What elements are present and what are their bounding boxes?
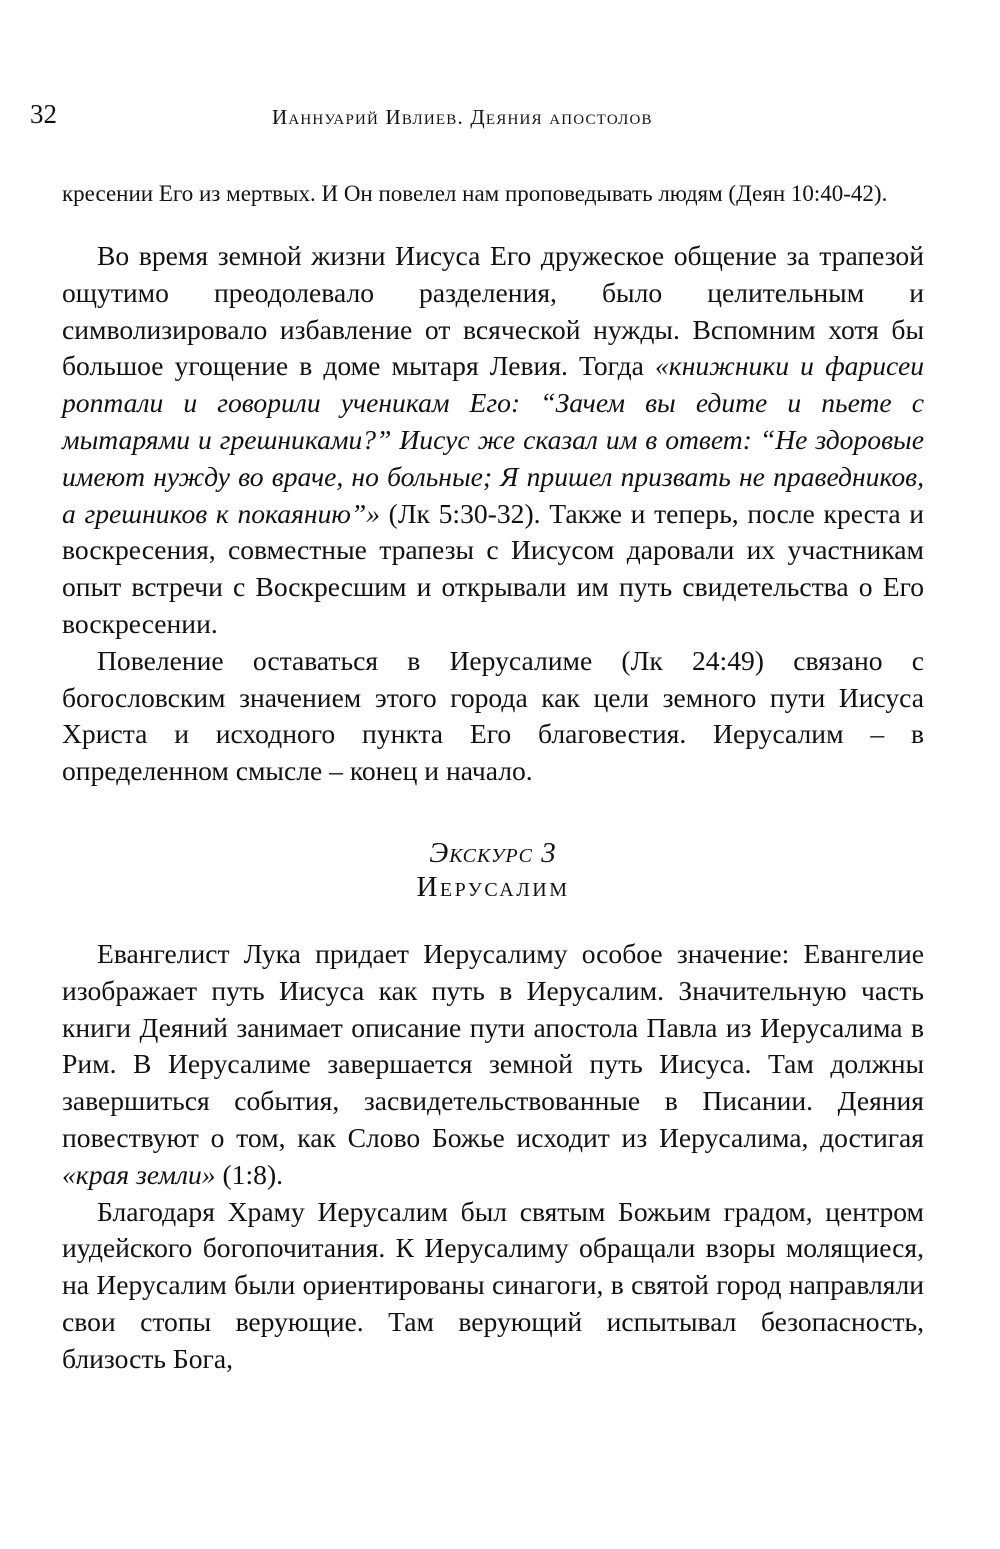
paragraph-meals (62, 238, 924, 643)
running-title: Ианнуарий Ивлиев. Деяния апостолов (272, 105, 653, 129)
paragraph-meals-lead: Во время земной жизни Иисуса Его дружеское общение за трапезой ощутимо преодолевало разделения, было целительным и символизировало избавление от всяческой нужды. Вспомним хотя бы большое угощение в доме мытаря Левия. Тогда (62, 240, 924, 382)
excursus-heading (62, 836, 924, 904)
paragraph-jerusalem-command: Повеление оставаться в Иерусалиме (Лк 24:49) связано с богословским значением этого города как цели земного пути Иисуса Христа и исходного пункта Его благовестия. Иерусалим – в определенном смысле – конец и начало. (62, 644, 924, 787)
page-body (62, 178, 924, 1378)
paragraph-meals-tail: (Лк 5:30-32). Также и теперь, после креста и воскресения, совместные трапезы с Иисусом даровали их участникам опыт встречи с Воскресшим и открывали им путь свидетельства о Его воскресении. (62, 497, 924, 639)
quote-continuation: кресении Его из мертвых. И Он повелел нам проповедывать людям (Деян 10:40-42). (62, 181, 888, 206)
paragraph-temple: Благодаря Храму Иерусалим был святым Божьим градом, центром иудейского богопочитания. К Иерусалиму обращали взоры молящиеся, на Иерусалим были ориентированы синагоги, в святой город направляли свои стопы верующие. Там верующий испытывал безопасность, близость Бога, (62, 1195, 924, 1374)
paragraph-meals-quote: «книжники и фарисеи роптали и говорили ученикам Его: “Зачем вы едите и пьете с мытарями и грешниками?” Иисус же сказал им в ответ: “Не здоровые имеют нужду во враче, но больные; Я пришел призвать не праведников, а грешников к покаянию”» (62, 350, 924, 529)
paragraph-luke-jerusalem (62, 936, 924, 1194)
excursus-title: Иерусалим (416, 870, 570, 903)
page-number: 32 (30, 99, 57, 129)
paragraph-luke-tail: (1:8). (215, 1158, 284, 1190)
excursus-label: Экскурс 3 (429, 836, 557, 869)
paragraph-luke-lead: Евангелист Лука придает Иерусалиму особое значение: Евангелие изображает путь Иисуса как путь в Иерусалим. Значительную часть книги Деяний занимает описание пути апостола Павла из Иерусалима в Рим. В Иерусалиме завершается земной путь Иисуса. Там должны завершиться события, засвидетельствованные в Писании. Деяния повествуют о том, как Слово Божье исходит из Иерусалима, достигая (62, 937, 924, 1153)
paragraph-luke-quote: «края земли» (62, 1158, 216, 1190)
